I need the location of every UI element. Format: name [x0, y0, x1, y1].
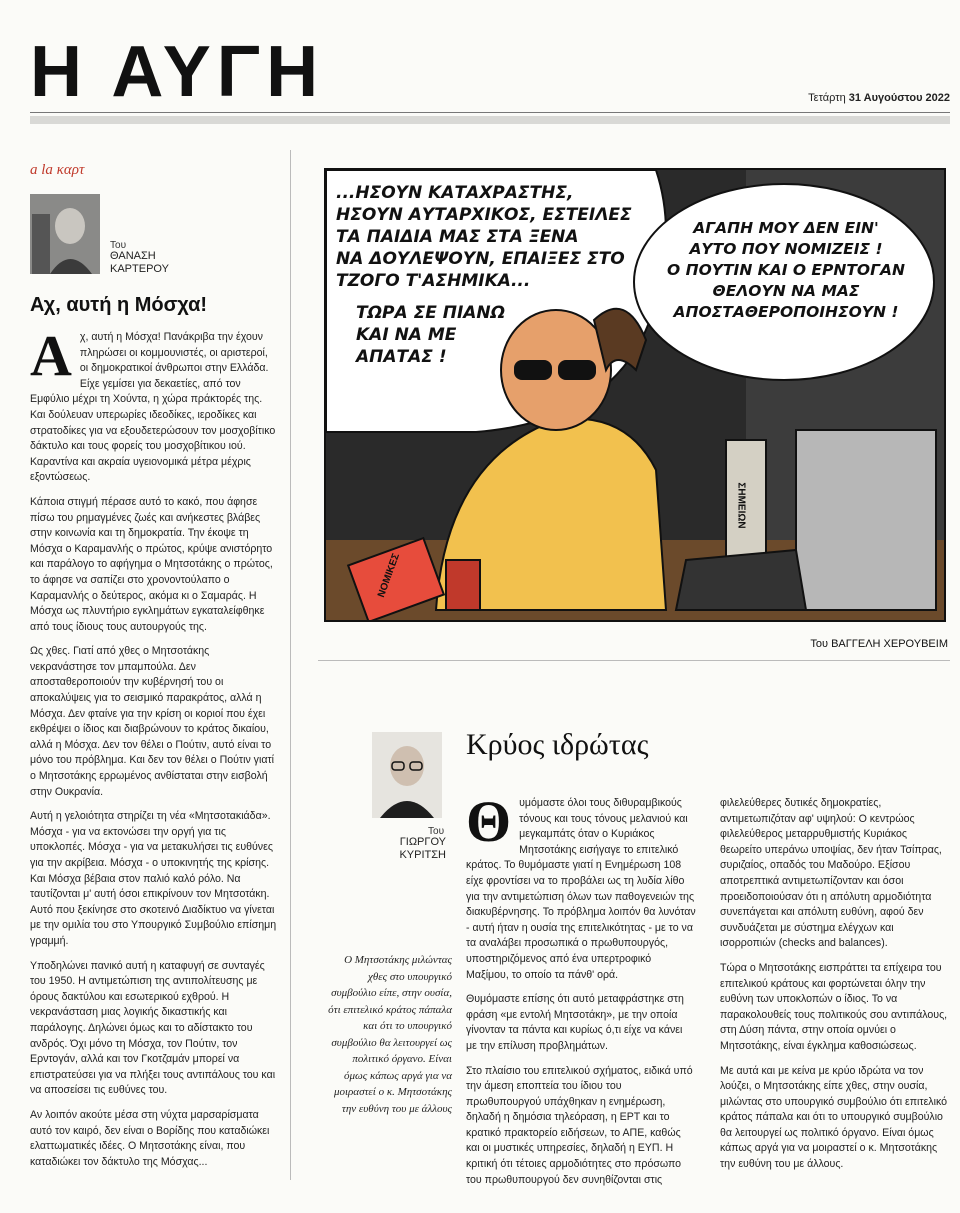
paragraph: Αυτή η γελοιότητα στηρίζει τη νέα «Μητσοτακιάδα». Μόσχα - για να εκτονώσει την οργή για τις υποκλοπές. Μόσχα - για να μετακυλήσει τις ευθύνες για την ακρίβεια. Μόσχα - ο υποκινητής της κρίσης. Και Μόσχα βέβαια στον παλιό καλό ρόλο. Να ταυτίζονται μ' αυτή όσοι επικρίνουν τον Μητσοτάκη. Αυτό που ξεκίνησε στο σκοτεινό Διαδίκτυο να γίνεται με την ομιλία του στο Υπουργικό Συμβούλιο επίσημη γραμμή.: [30, 810, 277, 947]
paragraph: Στο πλαίσιο του επιτελικού σχήματος, ειδικά υπό την άμεση εποπτεία του ίδιου του πρωθυπουργού υπάχθηκαν η ενημέρωση, δηλαδή η δημόσια τηλεόραση, η ΕΡΤ και το κρατικό πρακτορείο ειδήσεων, το ΑΠΕ, καθώς και οι μυστικές υπηρεσίες, δηλαδή η ΕΥΠ. Η κριτική ότι τέτοιες αρμοδιότητες στο πρόσωπο του πρωθυπουργού δεν συνηθίζονται στις: [466, 1064, 693, 1186]
date-weekday: Τετάρτη: [808, 92, 846, 104]
cartoon-credit: Του ΒΑΓΓΕΛΗ ΧΕΡΟΥΒΕΙΜ: [810, 638, 948, 650]
paragraph: Με αυτά και με κείνα με κρύο ιδρώτα να τον λούζει, ο Μητσοτάκης είπε χθες, στην ουσία, μιλώντας στο υπουργικό συμβούλιο ότι επιτελικό κράτος πάπαλα και ότι το υπουργικό συμβούλιο θα λειτουργεί ως πολιτικό όργανο. Είναι όμως κάπως αργά για να μοιραστεί ο κ. Μητσοτάκης την ευθύνη του με άλλους.: [720, 1064, 948, 1171]
cartoon-right-bubble: ΑΓΑΠΗ ΜΟΥ ΔΕΝ ΕΙΝ' ΑΥΤΟ ΠΟΥ ΝΟΜΙΖΕΙΣ ! Ο ΠΟΥΤΙΝ ΚΑΙ Ο ΕΡΝΤΟΓΑΝ ΘΕΛΟΥΝ ΝΑ ΜΑΣ ΑΠΟΣΤΑΘΕΡΟΠΟΙΗΣΟΥΝ !: [667, 219, 905, 321]
header-rule: [30, 116, 950, 124]
author-name-line2-left: ΚΑΡΤΕΡΟΥ: [110, 263, 169, 275]
paragraph: Τώρα ο Μητσοτάκης εισπράττει τα επίχειρα του επιτελικού κράτους και φορτώνεται όλην την ευθύνη των υποκλοπών ο ίδιος. Το να παρακολουθείς τους πολιτικούς σου αντιπάλους, στη Δύση πάντα, στην οποία ομνύει ο Μητσοτάκης, είναι έγκλημα καθοσιώσεως.: [720, 961, 948, 1052]
right-article-col1: [466, 789, 696, 1197]
cartoon-left-bubble: ...ΗΣΟΥΝ ΚΑΤΑΧΡΑΣΤΗΣ, ΗΣΟΥΝ ΑΥΤΑΡΧΙΚΟΣ, ΕΣΤΕΙΛΕΣ ΤΑ ΠΑΙΔΙΑ ΜΑΣ ΣΤΑ ΞΕΝΑ ΝΑ ΔΟΥΛΕΨΟΥΝ, ΕΠΑΙΞΕΣ ΣΤΟ ΤΖΟΓΟ Τ'ΑΣΗΜΙΚΑ...: [336, 183, 632, 291]
author-name-line1-right: ΓΙΩΡΓΟΥ: [399, 836, 446, 848]
cartoon-file-label: ΣΗΜΕΙΩΝ: [735, 482, 747, 529]
author-photo-karteros: [30, 194, 100, 274]
section-divider: [318, 660, 950, 661]
cartoon-book-label: ΝΟΜΙΚΕΣ: [375, 551, 403, 600]
cartoon-left-bubble-2: ΤΩΡΑ ΣΕ ΠΙΑΝΩ ΚΑΙ ΝΑ ΜΕ ΑΠΑΤΑΣ !: [356, 303, 506, 367]
paragraph: Ως χθες. Γιατί από χθες ο Μητσοτάκης νεκρανάστησε τον μπαμπούλα. Δεν αποσταθεροποιούν την κυβέρνησή του οι αποκαλύψεις για το σεισμικό παρακράτος, αλλά η Μόσχα. Δεν φταίνε για την κρίση οι κοριοί που έχει εκθρέψει ο ίδιος και διαβρώνουν το κράτος δικαίου, αλλά η Μόσχα. Δεν τον θέλει ο Πούτιν, αυτό είναι το μόνο του πρόβλημα. Και δεν τον θέλει ο Πούτιν γιατί ο Μητσοτάκης ερρωμένος ανθίσταται στην εισβολή στην Ουκρανία.: [30, 645, 274, 798]
issue-date: [808, 92, 950, 104]
section-tag: a la καρτ: [30, 162, 85, 178]
paragraph: Κάποια στιγμή πέρασε αυτό το κακό, που άφησε πίσω του ρημαγμένες ζωές και ανήκεστες βλάβες στην κοινωνία και τη δημοκρατία. Την έκοψε τη Μόσχα ο Καραμανλής ο πρώτος, κρύψε ανιστόρητο και παράλογο το αφήγημα ο Μητσοτάκης ο πρώτος, το άφησε να σαπίζει στο χρονοντούλαπο ο Καραμανλής ο δεύτερος, ακόμα κι ο Σαμαράς. Η Μόσχα ως πλυντήριο εγκλημάτων εγκαταλείφθηκε από τους ίδιους τους αυτουργούς της.: [30, 495, 273, 633]
right-article-col2: [720, 796, 950, 1182]
paragraph: Θυμόμαστε επίσης ότι αυτό μεταφράστηκε στη φράση «με εντολή Μητσοτάκη», με την οποία γίνονταν τα πάντα και κυρίως ό,τι είχε να κάνει με την επίλυση προβλημάτων.: [466, 993, 684, 1052]
dropcap-right: Θ: [466, 789, 512, 854]
pullquote: Ο Μητσοτάκης μιλώντας χθες στο υπουργικό συμβούλιο είπε, στην ουσία, ότι επιτελικό κράτος πάπαλα και ότι το υπουργικό συμβούλιο θα λειτουργεί ως πολιτικό όργανο. Είναι όμως κάπως αργά για να μοιραστεί ο κ. Μητσοτάκης την ευθύνη του με άλλους: [328, 954, 452, 1115]
author-photo-kyritsis: [372, 732, 442, 818]
paragraph: φιλελεύθερες δυτικές δημοκρατίες, αντιμετωπιζόταν αφ' υψηλού: Ο κεντρώος φιλελεύθερος μεταρρυθμιστής Κυριάκος θεωρείτο υπεράνω υποψίας, δεν ήταν Τσίπρας, συριζαίος, οπαδός του Μαδούρο. Εξίσου αποτρεπτικά αντιμετωπίζονταν και όσοι προειδοποιούσαν ότι η απόλυτη αρμοδιότητα συνεπάγεται και απόλυτη ευθύνη, αφού δεν συνδυάζεται με σύστημα ελέγχων και ισορροπιών (checks and balances).: [720, 797, 942, 950]
header-rule-thin: [30, 112, 950, 113]
column-divider: [290, 150, 291, 1180]
paragraph: Αν λοιπόν ακούτε μέσα στη νύχτα μαρσαρίσματα αυτό τον καιρό, δεν είναι ο Βορίδης που καταδιώκει ελαττωματικές ιδέες. Ο Μητσοτάκης είναι, που καταδιώκει τον δάκτυλο της Μόσχας...: [30, 1108, 270, 1168]
masthead: Η ΑΥΓΗ: [30, 32, 325, 112]
paragraph: Υποδηλώνει πανικό αυτή η καταφυγή σε συνταγές του 1950. Η αντιμετώπιση της αντιπολίτευσης με όρους δακτύλου και εσωτερικού εχθρού. Η νεκρανάσταση μιας λογικής δικαστικής και παράλογης. Δηλώνει όμως και το αδίστακτο του ανδρός. Όχι μόνο τη Μόσχα, τον Πούτιν, τον Ερντογάν, αλλά και τον Γκοτζαμάν μπορεί να επιστρατεύσει για να πλήξει τους αντιπάλους του και να αποσείσει τις ευθύνες του.: [30, 959, 276, 1097]
cartoon: [324, 168, 946, 622]
date-full: 31 Αυγούστου 2022: [848, 92, 950, 104]
byline-prefix-left: Του: [110, 240, 127, 251]
dropcap-left: Α: [30, 323, 72, 388]
left-article-body: [30, 323, 278, 1179]
author-name-line2-right: ΚΥΡΙΤΣΗ: [399, 849, 446, 861]
paragraph: Αχ, αυτή η Μόσχα! Πανάκριβα την έχουν πληρώσει οι κομμουνιστές, οι αριστεροί, οι δημοκρατικοί άνθρωποι στην Ελλάδα. Είχε γεμίσει για δεκαετίες, από τον Εμφύλιο μέχρι τη Χούντα, η χώρα πράκτορές της. Και δούλευαν υπερωρίες ιδεοδίκες, ιεροδίκες και στρατοδίκες για να εξουδετερώσουν τον μοσχοβίτικο δάκτυλο και τους φορείς του μοσχοβίτικου ιού. Καραντίνα και ακραία υγειονομικά μέτρα μέχρις εξοντώσεως.: [30, 323, 276, 484]
headline-right: Κρύος ιδρώτας: [466, 728, 649, 761]
paragraph: Θυμόμαστε όλοι τους διθυραμβικούς τόνους και τους τόνους μελανιού και μεγκαμπάτς όταν ο Κυριάκος Μητσοτάκης εισήγαγε το επιτελικό κράτος. Το θυμόμαστε γιατί η Ενημέρωση 108 είχε φροντίσει να το προβάλει ως τη λυδία λίθο για την αντιμετώπιση όλων των παθογενειών της διακυβέρνησης. Το πρόβλημα λοιπόν θα λυνόταν - αυτή ήταν η ουσία της επιτελικότητας - με το να τα αναλάβει προσωπικά ο πρωθυπουργός, υποστηριζόμενος από ένα υπερτροφικό Μαξίμου, το οποίο τα πάνθ' ορά.: [466, 789, 696, 981]
byline-prefix-right: Του: [428, 826, 445, 837]
author-name-line1-left: ΘΑΝΑΣΗ: [110, 250, 156, 262]
headline-left: Αχ, αυτή η Μόσχα!: [30, 294, 208, 316]
